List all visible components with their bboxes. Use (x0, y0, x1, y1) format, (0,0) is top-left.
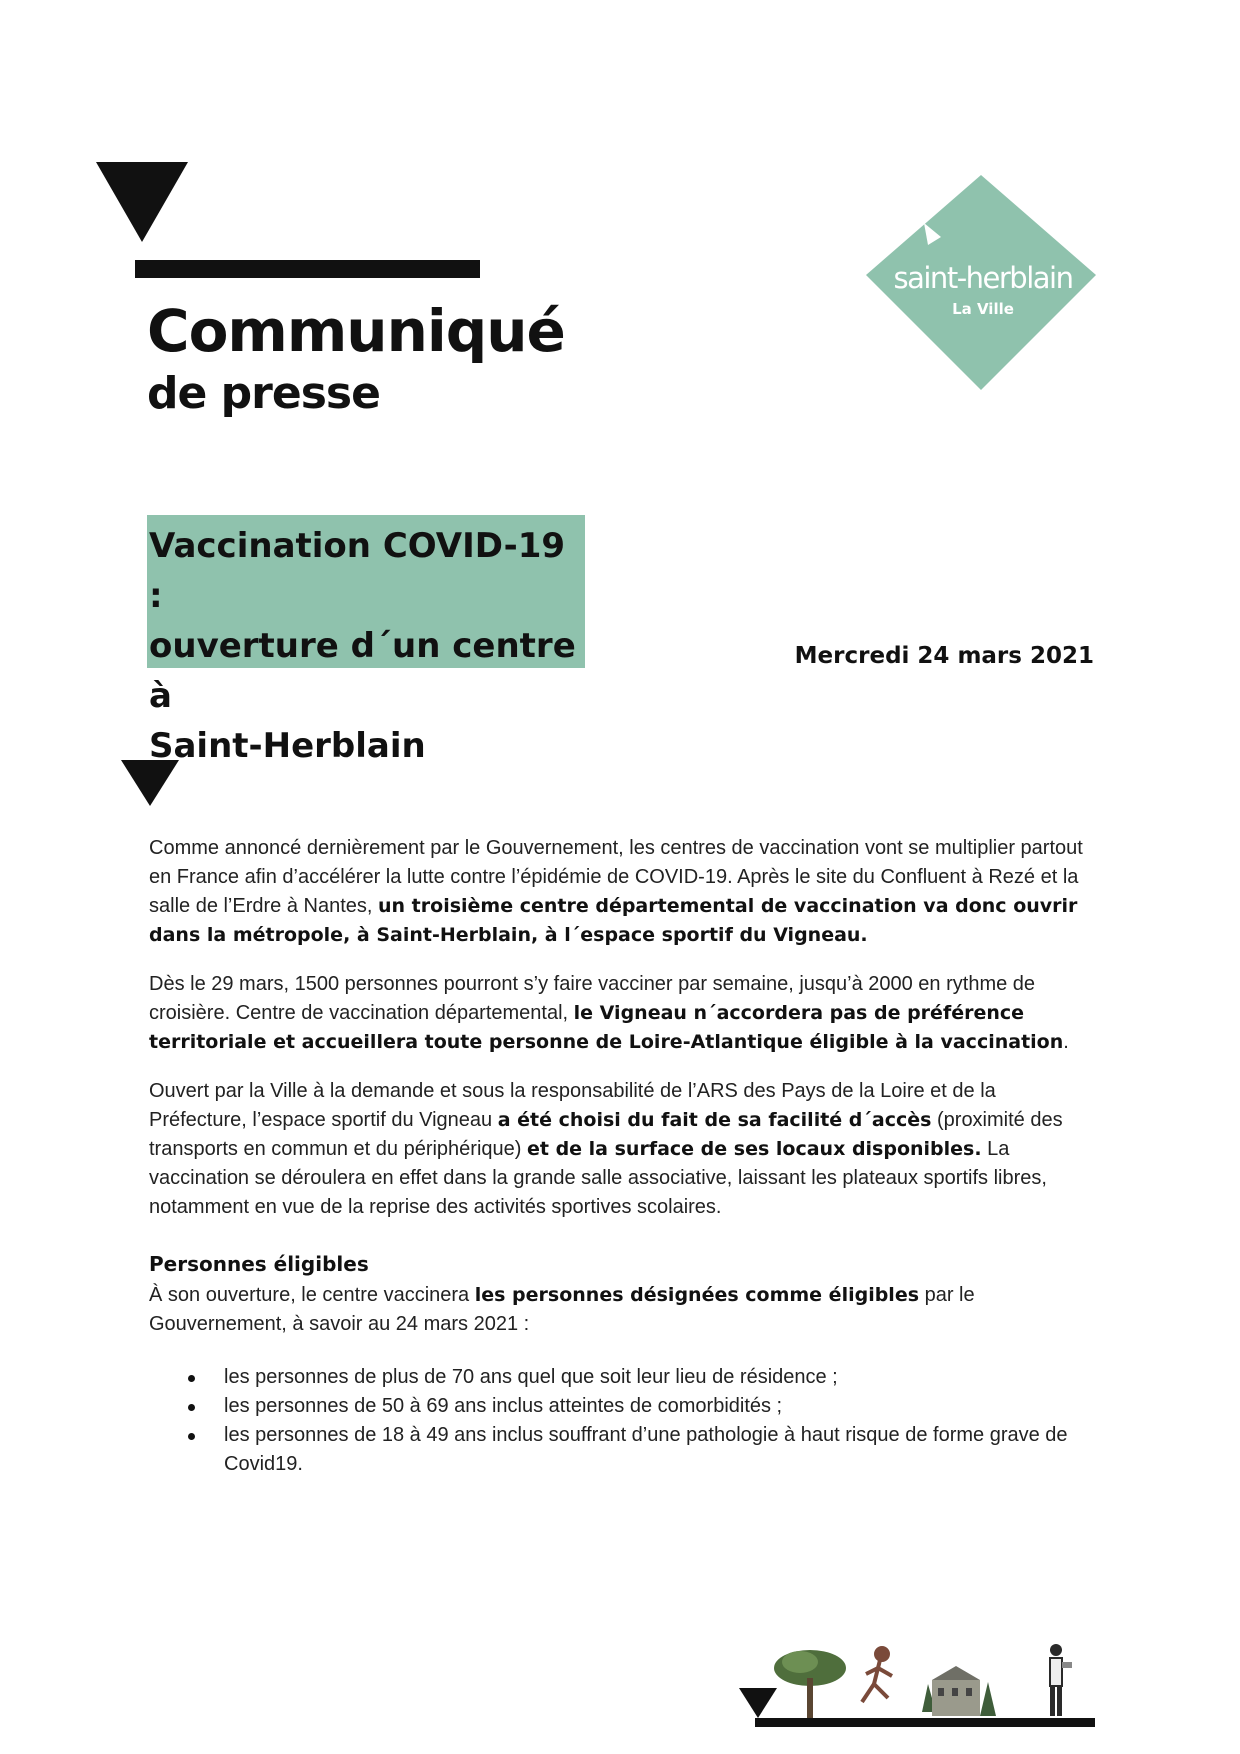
title-line-2: ouverture d´un centre à (149, 626, 576, 716)
eligible-intro (149, 1281, 1094, 1339)
document-heading (147, 298, 565, 424)
p3-bold-2: et de la surface de ses locaux disponibles. (526, 1138, 982, 1160)
eligible-text: À son ouverture, le centre vaccinera (149, 1284, 475, 1306)
building-icon (922, 1666, 996, 1716)
p2-text-end: . (1063, 1031, 1069, 1053)
decorative-triangle-mid (121, 760, 179, 806)
decorative-bar-top (135, 260, 480, 278)
p3-bold-1: a été choisi du fait de sa facilité d´accès (497, 1109, 932, 1131)
paragraph-1 (149, 834, 1094, 950)
p3-text: Ouvert par la Ville à la demande et sous la responsabilité de l’ARS des Pays de la Loire et de la Préfecture, l’espace sportif du Vigneau (149, 1080, 996, 1131)
p3-text-3: La vaccination se déroulera en effet dans la grande salle associative, laissant les plateaux sportifs libres, notamment en vue de la reprise des activités sportives scolaires. (149, 1138, 1047, 1218)
paragraph-2 (149, 970, 1094, 1057)
list-item: les personnes de plus de 70 ans quel que soit leur lieu de résidence ; (224, 1363, 1094, 1392)
decorative-triangle-top (96, 162, 188, 242)
eligible-text-2: par le Gouvernement, à savoir au 24 mars 2021 : (149, 1284, 975, 1335)
p1-bold: un troisième centre départemental de vaccination va donc ouvrir dans la métropole, à Saint-Herblain, à l´espace sportif du Vigneau. (149, 895, 1078, 946)
runner-icon (862, 1648, 892, 1702)
saint-herblain-logo (866, 175, 1096, 390)
eligible-list (149, 1363, 1094, 1479)
release-date: Mercredi 24 mars 2021 (794, 643, 1094, 669)
p2-text: Dès le 29 mars, 1500 personnes pourront s’y faire vacciner par semaine, jusqu’à 2000 en rythme de croisière. Centre de vaccination départemental, (149, 973, 1036, 1024)
paragraph-3 (149, 1077, 1094, 1222)
title-line-1: Vaccination COVID-19 : (149, 526, 566, 616)
press-release-title (147, 515, 585, 766)
footer-triangle (739, 1688, 777, 1718)
title-line-3: Saint-Herblain (149, 726, 426, 766)
eligible-bold: les personnes désignées comme éligibles (474, 1284, 920, 1306)
person-icon (1050, 1644, 1072, 1716)
tree-icon (774, 1650, 846, 1718)
logo-name: saint-herblain (893, 261, 1073, 295)
heading-line-1: Communiqué (147, 297, 565, 365)
p1-text: Comme annoncé dernièrement par le Gouvernement, les centres de vaccination vont se multiplier partout en France afin d’accélérer la lutte contre l’épidémie de COVID-19. Après le site du Confluent à Rezé et la salle de l’Erdre à Nantes, (149, 837, 1083, 917)
footer-bar (755, 1718, 1095, 1727)
list-item: les personnes de 18 à 49 ans inclus souffrant d’une pathologie à haut risque de forme grave de Covid19. (224, 1421, 1094, 1479)
body-text (149, 834, 1094, 1479)
p3-text-2: (proximité des transports en commun et du périphérique) (149, 1109, 1063, 1160)
list-item: les personnes de 50 à 69 ans inclus atteintes de comorbidités ; (224, 1392, 1094, 1421)
logo-subtitle: La Ville (952, 300, 1014, 318)
eligible-heading: Personnes éligibles (149, 1252, 369, 1276)
footer-illustration (770, 1640, 1100, 1720)
heading-line-2: de presse (147, 368, 380, 419)
p2-bold: le Vigneau n´accordera pas de préférence territoriale et accueillera toute personne de Loire-Atlantique éligible à la vaccination (149, 1002, 1064, 1053)
